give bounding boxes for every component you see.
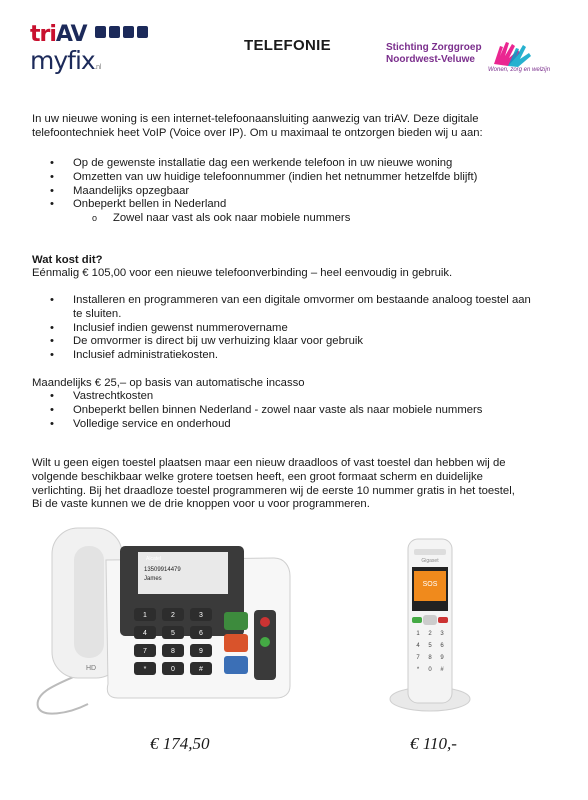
- cordless-brand: Gigaset: [421, 558, 439, 564]
- photo-key-3: [224, 656, 248, 674]
- tv-icon: [95, 26, 106, 38]
- desk-phone-brand: Alcatel: [146, 556, 162, 562]
- desk-phone-image: [28, 522, 292, 722]
- logo-tri: tri: [30, 22, 56, 47]
- list-item: • Maandelijks opzegbaar: [32, 185, 562, 199]
- list-item: • De omvormer is direct bij uw verhuizing klaar voor gebruik: [32, 335, 532, 349]
- cordless-key: 6: [440, 643, 444, 649]
- cordless-key: 3: [440, 631, 444, 637]
- list-item: • Installeren en programmeren van een digitale omvormer om bestaande analoog toestel aan te sluiten.: [32, 294, 532, 322]
- zorggroep-hands-logo: [488, 40, 532, 68]
- cordless-key: 4: [416, 643, 420, 649]
- radio-icon: [137, 26, 148, 38]
- desk-hd-label: HD: [86, 665, 97, 672]
- org-slogan: Wonen, zorg en welzijn: [488, 67, 551, 73]
- phones-paragraph: Wilt u geen eigen toestel plaatsen maar een nieuw draadloos of vast toestel dan hebben wij de volgende beschikbaar welke grotere toetsen heeft, een groot formaat scherm en duidelijke verlichting. Bij het draadloze toestel programmeren wij de eerste 10 nummer gratis in het toestel, Bi de vaste kunnen we de drie knoppen voor u voor programmeren.: [32, 457, 515, 511]
- myfix-logo: [30, 46, 100, 75]
- photo-key-1: [224, 612, 248, 630]
- desk-key: 4: [143, 630, 147, 637]
- org-line-2: Noordwest-Veluwe: [386, 54, 475, 65]
- cordless-key: 5: [428, 643, 432, 649]
- logo-av: AV: [55, 22, 87, 47]
- cost-once: Eénmalig € 105,00 voor een nieuwe telefoonverbinding – heel eenvoudig in gebruik.: [32, 267, 453, 279]
- desk-key: *: [143, 666, 147, 673]
- phone-icon: [123, 26, 134, 38]
- cordless-key: 7: [416, 655, 420, 661]
- service-icons: [95, 26, 148, 38]
- list-item: • Onbeperkt bellen binnen Nederland - zowel naar vaste als naar mobiele nummers: [32, 404, 562, 418]
- desk-key: 0: [171, 666, 175, 673]
- page-title: TELEFONIE: [244, 37, 331, 54]
- desk-screen-number: 13509914479: [144, 567, 181, 573]
- cordless-key: 1: [416, 631, 420, 637]
- cost-heading: Wat kost dit?: [32, 254, 103, 266]
- desk-key: 7: [143, 648, 147, 655]
- desk-key: 5: [171, 630, 175, 637]
- price-desk-phone: € 174,50: [150, 734, 210, 753]
- list-item: • Vastrechtkosten: [32, 390, 562, 404]
- internet-icon: [109, 26, 120, 38]
- desk-key: 9: [199, 648, 203, 655]
- price-cordless-phone: € 110,-: [410, 734, 457, 753]
- desk-key: 8: [171, 648, 175, 655]
- desk-key: #: [199, 666, 203, 673]
- cordless-key: 0: [428, 667, 432, 673]
- list-item: • Op de gewenste installatie dag een werkende telefoon in uw nieuwe woning: [32, 157, 562, 171]
- list-item: • Volledige service en onderhoud: [32, 418, 562, 432]
- cordless-key: 2: [428, 631, 432, 637]
- org-line-1: Stichting Zorggroep: [386, 42, 482, 53]
- org-name: [386, 42, 482, 66]
- once-bullet-list: [32, 294, 532, 363]
- intro-paragraph: In uw nieuwe woning is een internet-telefoonaansluiting aanwezig van triAV. Deze digitale telefoontechniek heet VoIP (Voice over IP). Om u maximaal te ontzorgen bieden wij u aan:: [32, 113, 483, 139]
- triav-logo: [30, 22, 86, 47]
- cost-monthly: Maandelijks € 25,– op basis van automatische incasso: [32, 377, 305, 389]
- list-item: • Onbeperkt bellen in Nederland: [32, 198, 562, 212]
- list-item: • Omzetten van uw huidige telefoonnummer (indien het netnummer hetzelfde blijft): [32, 171, 562, 185]
- cordless-key: 8: [428, 655, 432, 661]
- cordless-key: #: [440, 667, 444, 673]
- desk-key: 6: [199, 630, 203, 637]
- list-item: • Inclusief indien gewenst nummerovername: [32, 322, 532, 336]
- desk-screen-name: James: [144, 576, 162, 582]
- cordless-key: 9: [440, 655, 444, 661]
- photo-key-2: [224, 634, 248, 652]
- monthly-bullet-list: [32, 390, 562, 431]
- desk-key: 2: [171, 612, 175, 619]
- list-item: • Inclusief administratiekosten.: [32, 349, 532, 363]
- sub-list-item: o Zowel naar vast als ook naar mobiele nummers: [32, 212, 562, 226]
- intro-bullet-list: [32, 157, 562, 226]
- desk-key: 3: [199, 612, 203, 619]
- cordless-phone-image: [388, 535, 472, 715]
- cordless-key: *: [416, 667, 420, 673]
- cordless-screen-text: SOS: [422, 581, 438, 588]
- desk-key: 1: [143, 612, 147, 619]
- logo-myfix-text: myfix: [30, 46, 95, 75]
- logo-myfix-suffix: .nl: [94, 63, 101, 71]
